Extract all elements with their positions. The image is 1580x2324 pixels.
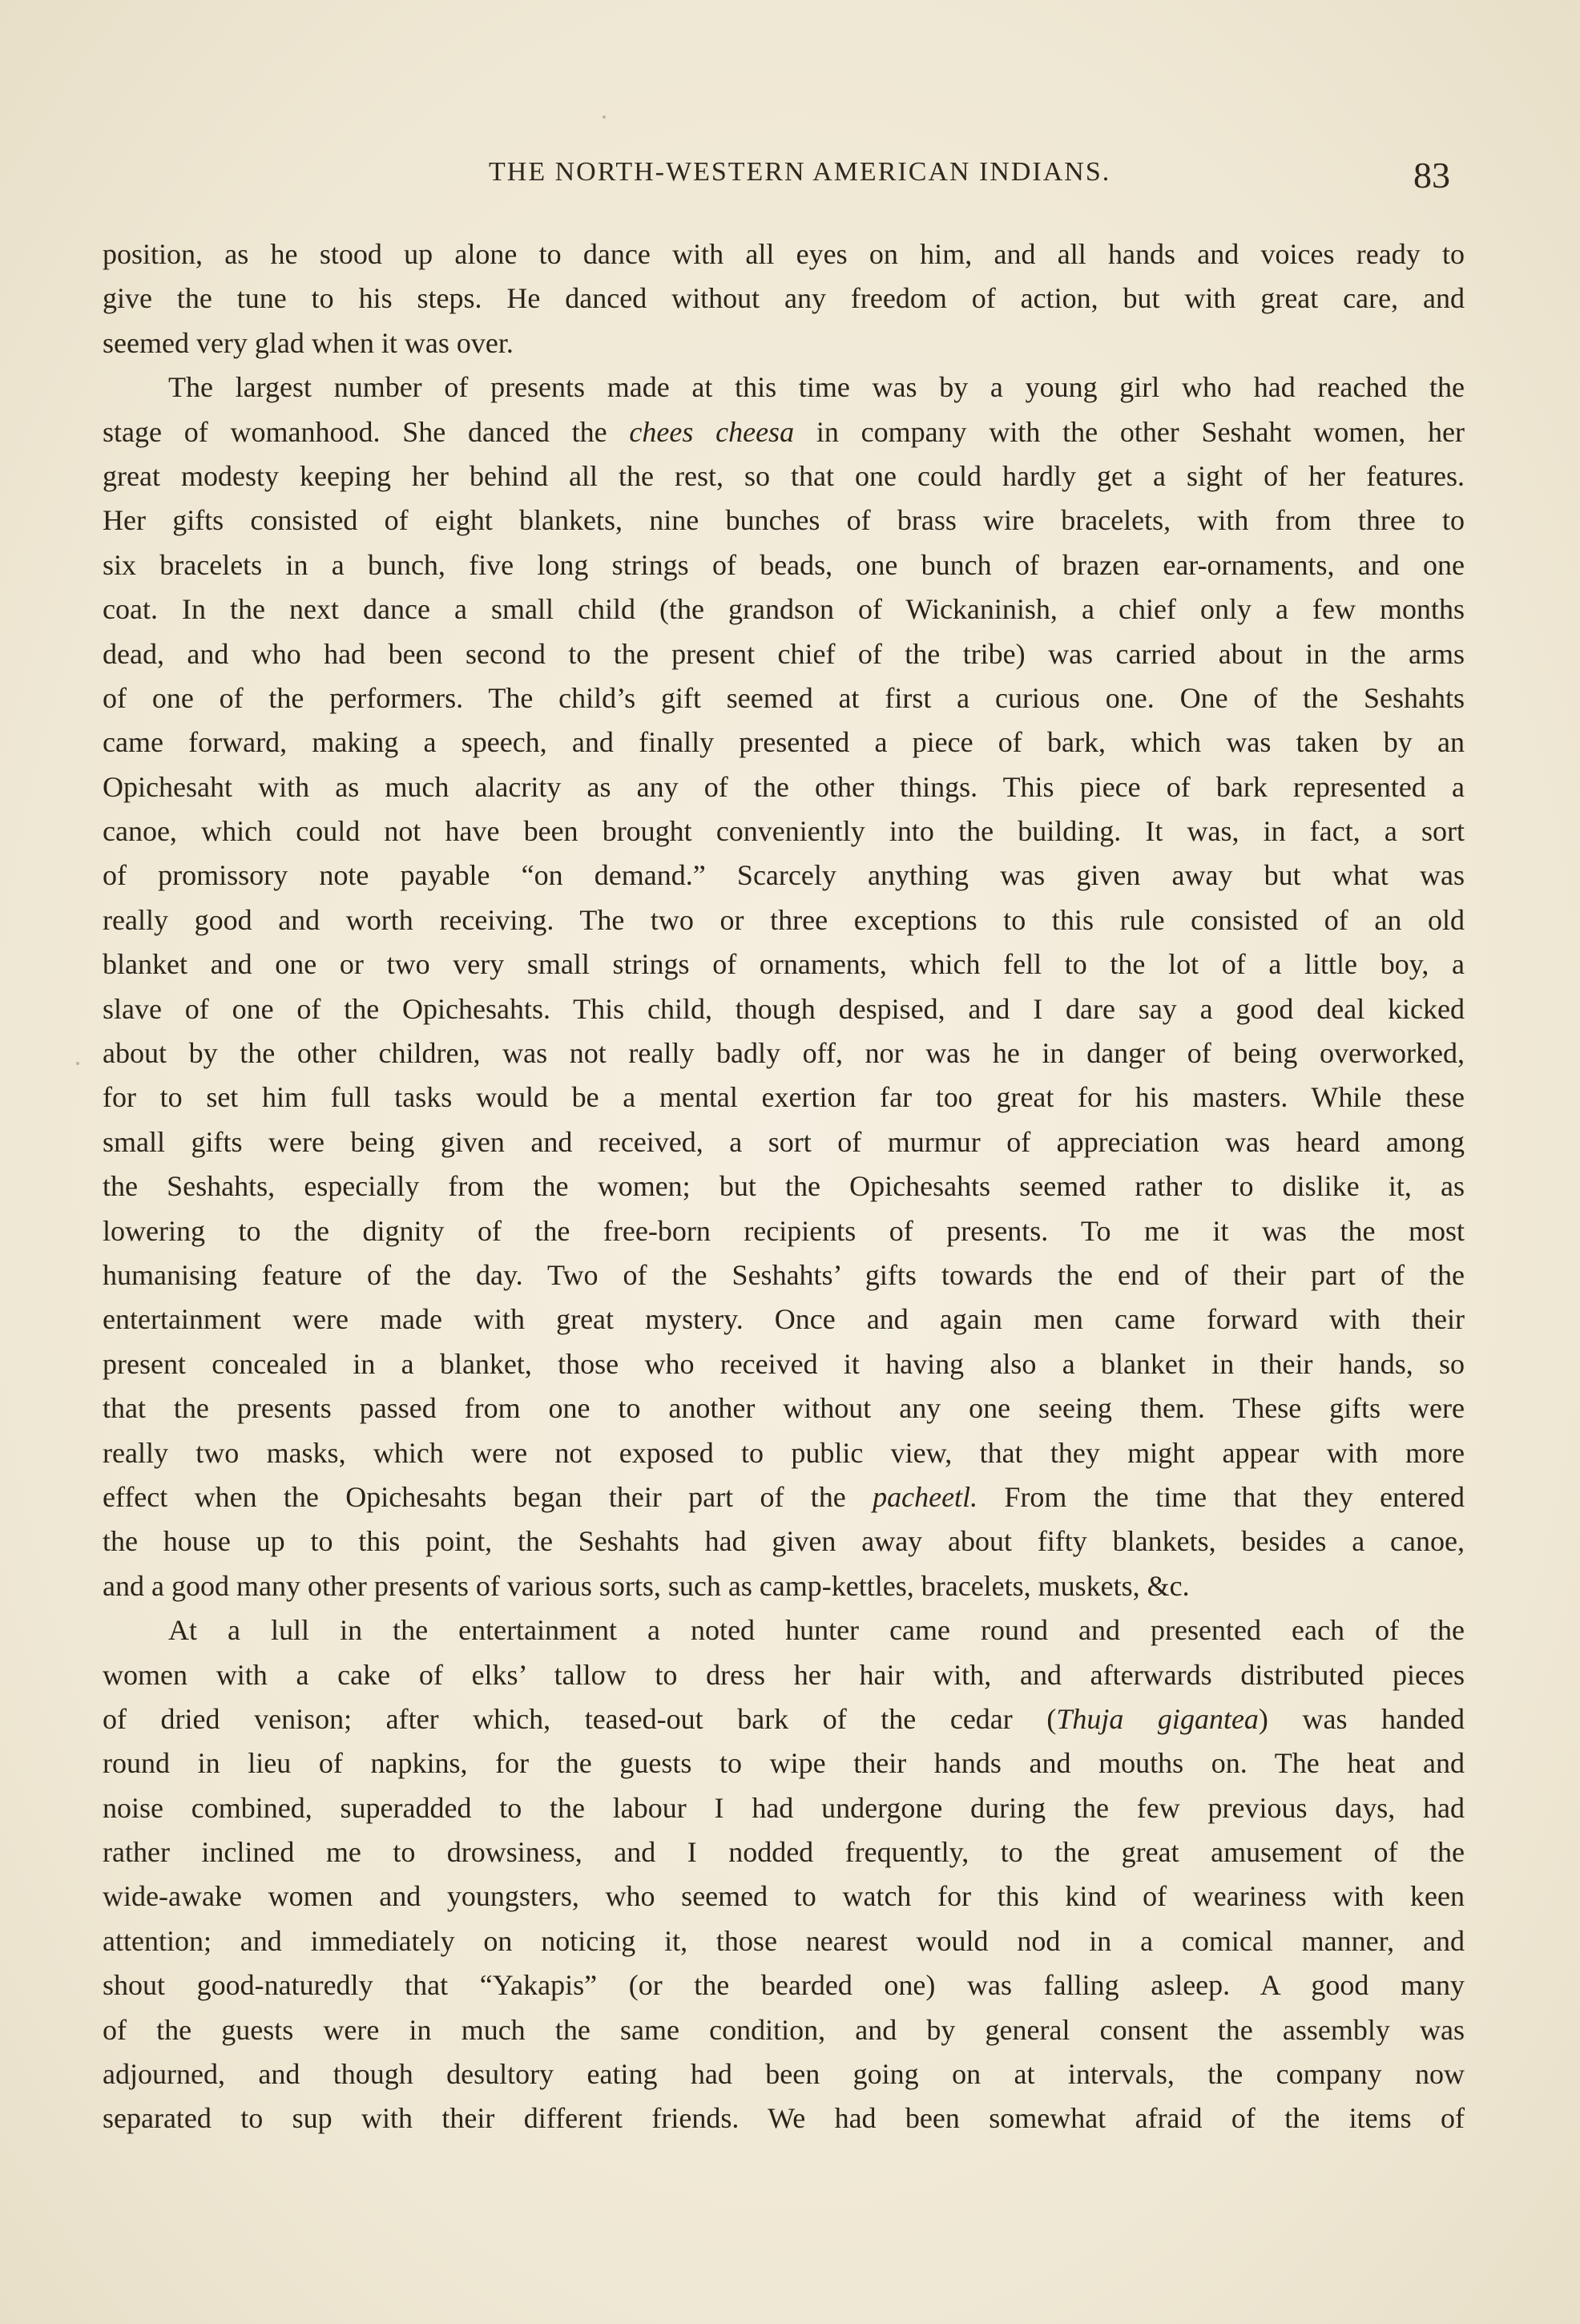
text-line: seemed very glad when it was over.	[103, 326, 514, 359]
text-line: humanising feature of the day. Two of the Seshahts’ gifts towards the end of their part of the	[103, 1258, 1465, 1291]
text-line: really two masks, which were not exposed to public view, that they might appear with more	[103, 1436, 1465, 1469]
text-line: blanket and one or two very small strings of ornaments, which fell to the lot of a little boy, a	[103, 948, 1465, 981]
text-line: lowering to the dignity of the free-born recipients of presents. To me it was the most	[103, 1214, 1465, 1247]
italic-term: chees cheesa	[629, 415, 795, 448]
text-line: slave of one of the Opichesahts. This child, though despised, and I dare say a good deal kicked	[103, 992, 1465, 1025]
text-line	[103, 1475, 1465, 1519]
italic-term: pacheetl.	[873, 1480, 978, 1513]
text-line: for to set him full tasks would be a mental exertion far too great for his masters. While these	[103, 1081, 1465, 1114]
text-line: came forward, making a speech, and finally presented a piece of bark, which was taken by an	[103, 726, 1465, 759]
text-line: give the tune to his steps. He danced without any freedom of action, but with great care, and	[103, 282, 1465, 315]
text-line: and a good many other presents of various sorts, such as camp-kettles, bracelets, muskets, &c.	[103, 1569, 1190, 1602]
text-line: The largest number of presents made at this time was by a young girl who had reached the	[168, 371, 1465, 404]
text-line: wide-awake women and youngsters, who seemed to watch for this kind of weariness with keen	[103, 1880, 1465, 1913]
text-line: of promissory note payable “on demand.” Scarcely anything was given away but what was	[103, 859, 1465, 892]
text-line: the Seshahts, especially from the women; but the Opichesahts seemed rather to dislike it, as	[103, 1170, 1465, 1203]
text-line: present concealed in a blanket, those who received it having also a blanket in their hands, so	[103, 1347, 1465, 1380]
text-line	[103, 410, 1465, 454]
text-segment: effect when the Opichesahts began their part of the	[103, 1480, 873, 1513]
text-segment: of dried venison; after which, teased-out bark of the cedar (	[103, 1702, 1057, 1735]
text-line: of the guests were in much the same condition, and by general consent the assembly was	[103, 2013, 1465, 2046]
text-line: great modesty keeping her behind all the rest, so that one could hardly get a sight of her features.	[103, 459, 1465, 492]
text-line: coat. In the next dance a small child (the grandson of Wickaninish, a chief only a few months	[103, 593, 1465, 626]
text-line: attention; and immediately on noticing it, those nearest would nod in a comical manner, and	[103, 1924, 1465, 1957]
page-header	[0, 157, 1580, 197]
text-line: shout good-naturedly that “Yakapis” (or the bearded one) was falling asleep. A good many	[103, 1969, 1465, 2002]
text-line: position, as he stood up alone to dance with all eyes on him, and all hands and voices ready to	[103, 238, 1465, 270]
text-line: really good and worth receiving. The two or three exceptions to this rule consisted of an old	[103, 903, 1465, 936]
text-line: At a lull in the entertainment a noted hunter came round and presented each of the	[168, 1614, 1465, 1647]
text-line: dead, and who had been second to the present chief of the tribe) was carried about in the arms	[103, 637, 1465, 670]
text-segment: in company with the other Seshaht women, her	[794, 415, 1465, 448]
text-line: small gifts were being given and received, a sort of murmur of appreciation was heard among	[103, 1125, 1465, 1158]
text-segment: From the time that they entered	[977, 1480, 1465, 1513]
paper-speck	[76, 1062, 79, 1065]
text-line: noise combined, superadded to the labour I had undergone during the few previous days, had	[103, 1791, 1465, 1824]
text-line: separated to sup with their different friends. We had been somewhat afraid of the items of	[103, 2102, 1465, 2135]
text-line: about by the other children, was not really badly off, nor was he in danger of being overworked,	[103, 1037, 1465, 1070]
text-line: canoe, which could not have been brought conveniently into the building. It was, in fact, a sort	[103, 815, 1465, 848]
text-line: of one of the performers. The child’s gift seemed at first a curious one. One of the Seshahts	[103, 681, 1465, 714]
text-line	[103, 1697, 1465, 1741]
text-line: entertainment were made with great mystery. Once and again men came forward with their	[103, 1303, 1465, 1336]
running-title: THE NORTH-WESTERN AMERICAN INDIANS.	[489, 157, 1111, 187]
text-segment: ) was handed	[1258, 1702, 1465, 1735]
text-line: six bracelets in a bunch, five long strings of beads, one bunch of brazen ear-ornaments, and one	[103, 548, 1465, 581]
text-line: rather inclined me to drowsiness, and I nodded frequently, to the great amusement of the	[103, 1836, 1465, 1869]
text-line: round in lieu of napkins, for the guests to wipe their hands and mouths on. The heat and	[103, 1747, 1465, 1780]
text-segment: stage of womanhood. She danced the	[103, 415, 630, 448]
text-line: women with a cake of elks’ tallow to dress her hair with, and afterwards distributed pieces	[103, 1658, 1465, 1691]
text-line: the house up to this point, the Seshahts had given away about fifty blankets, besides a canoe,	[103, 1525, 1465, 1558]
paper-speck	[603, 115, 606, 119]
body-text	[103, 232, 1465, 2141]
text-line: Opichesaht with as much alacrity as any of the other things. This piece of bark represented a	[103, 770, 1465, 803]
text-line: adjourned, and though desultory eating had been going on at intervals, the company now	[103, 2058, 1465, 2091]
italic-term: Thuja gigantea	[1056, 1702, 1259, 1735]
text-line: Her gifts consisted of eight blankets, nine bunches of brass wire bracelets, with from three to	[103, 504, 1465, 537]
text-line: that the presents passed from one to another without any one seeing them. These gifts were	[103, 1392, 1465, 1425]
page-number: 83	[1413, 155, 1450, 196]
